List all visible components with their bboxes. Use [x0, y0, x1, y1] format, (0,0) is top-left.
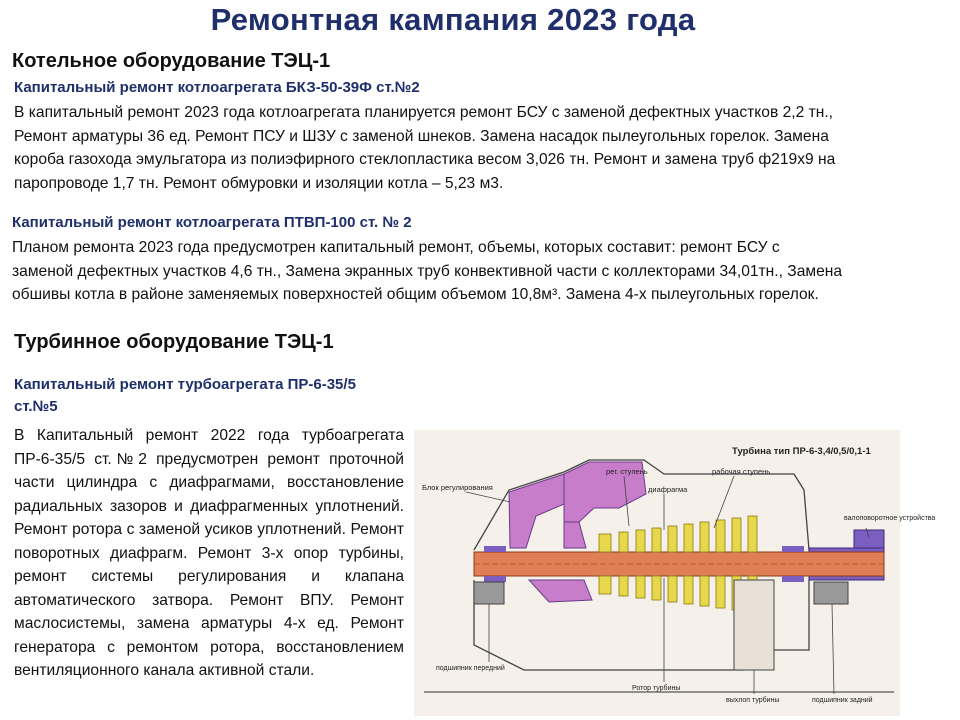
label-work-stage: рабочая ступень [712, 467, 771, 476]
label-rear-bearing: подшипник задний [812, 697, 873, 704]
blade-stage [700, 522, 709, 552]
boiler-item1-text [14, 101, 944, 195]
blade-stage [636, 576, 645, 598]
turbine-item-text: В Капитальный ремонт 2022 года турбоагрегата ПР-6-35/5 ст.№2 предусмотрен ремонт проточной части цилиндра с диафрагмами, восстановление радиальных зазоров и диафрагменных уплотнений. Ремонт ротора с заменой усиков уплотнений. Ремонт поворотных диафрагм. Ремонт 3-х опор турбины, ремонт системы регулирования и клапана автоматического затвора. Ремонт ВПУ. Ремонт маслосистемы, замена арматуры 4-х ед. Ремонт генератора с ремонтом ротора, восстановлением вентиляционного канала активной стали. [14, 427, 404, 679]
turbine-item-heading [14, 374, 406, 418]
text-line: В капитальный ремонт 2023 года котлоагрегата планируется ремонт БСУ с заменой дефектных участков 2,2 тн., [14, 104, 833, 121]
text-line: Планом ремонта 2023 года предусмотрен капитальный ремонт, объемы, которых составит: ремонт БСУ с [12, 239, 780, 256]
blade-stage [716, 520, 725, 552]
blade-stage [684, 576, 693, 604]
label-rotor: Ротор турбины [632, 685, 681, 692]
blade-stage [599, 576, 611, 594]
heading-line: Капитальный ремонт турбоагрегата ПР-6-35/5 [14, 376, 356, 393]
text-line: короба газохода эмульгатора из полиэфирного стеклопластика весом 3,026 тн. Ремонт и замена труб ф219х9 на [14, 151, 836, 168]
boiler-section-heading: Котельное оборудование ТЭЦ-1 [12, 50, 331, 72]
turbine-diagram [414, 430, 936, 716]
diagram-title: Турбина тип ПР-6-3,4/0,5/0,1-1 [732, 446, 871, 457]
label-front-bearing: подшипник передний [436, 665, 505, 672]
text-line: заменой дефектных участков 4,6 тн., Замена экранных труб конвективной части с коллекторами 34,01тн., Замена [12, 262, 843, 280]
blade-stage [668, 526, 677, 552]
blade-stage [748, 516, 757, 552]
text-line: Ремонт арматуры 36 ед. Ремонт ПСУ и ШЗУ с заменой шнеков. Замена насадок пылеугольных горелок. Замена [14, 127, 829, 145]
label-diaphragm: диафрагма [648, 485, 688, 494]
heading-line: ст.№5 [14, 398, 58, 415]
boiler-item2-text [12, 236, 946, 307]
label-exhaust: выхлоп турбины [726, 697, 780, 704]
blade-stage [732, 518, 741, 552]
text-line: обшивы котла в районе заменяемых поверхностей общим объемом 10,8м³. Замена 4-х пылеугольных горелок. [12, 286, 819, 303]
blade-stage [652, 576, 661, 600]
blade-stage [700, 576, 709, 606]
blade-stage [716, 576, 725, 608]
boiler-item1-heading: Капитальный ремонт котлоагрегата БКЗ-50-39Ф ст.№2 [14, 79, 420, 96]
blade-stage [684, 524, 693, 552]
turbine-cross-section-drawing [414, 430, 936, 716]
label-turning-gear: валоповоротное устройства [844, 515, 936, 522]
blade-stage [668, 576, 677, 602]
blade-stage [619, 576, 628, 596]
blade-stage [599, 534, 611, 552]
label-reg-block: Блок регулирования [422, 483, 493, 492]
turbine-section-heading: Турбинное оборудование ТЭЦ-1 [14, 331, 334, 353]
blade-stage [636, 530, 645, 552]
boiler-item2-heading: Капитальный ремонт котлоагрегата ПТВП-100 ст. № 2 [12, 214, 412, 231]
label-reg-stage: рег. ступень [606, 467, 648, 476]
blade-stage [652, 528, 661, 552]
blade-stage [619, 532, 628, 552]
text-line: паропроводе 1,7 тн. Ремонт обмуровки и изоляции котла – 5,23 м3. [14, 174, 504, 192]
page-title: Ремонтная кампания 2023 года [210, 2, 696, 37]
